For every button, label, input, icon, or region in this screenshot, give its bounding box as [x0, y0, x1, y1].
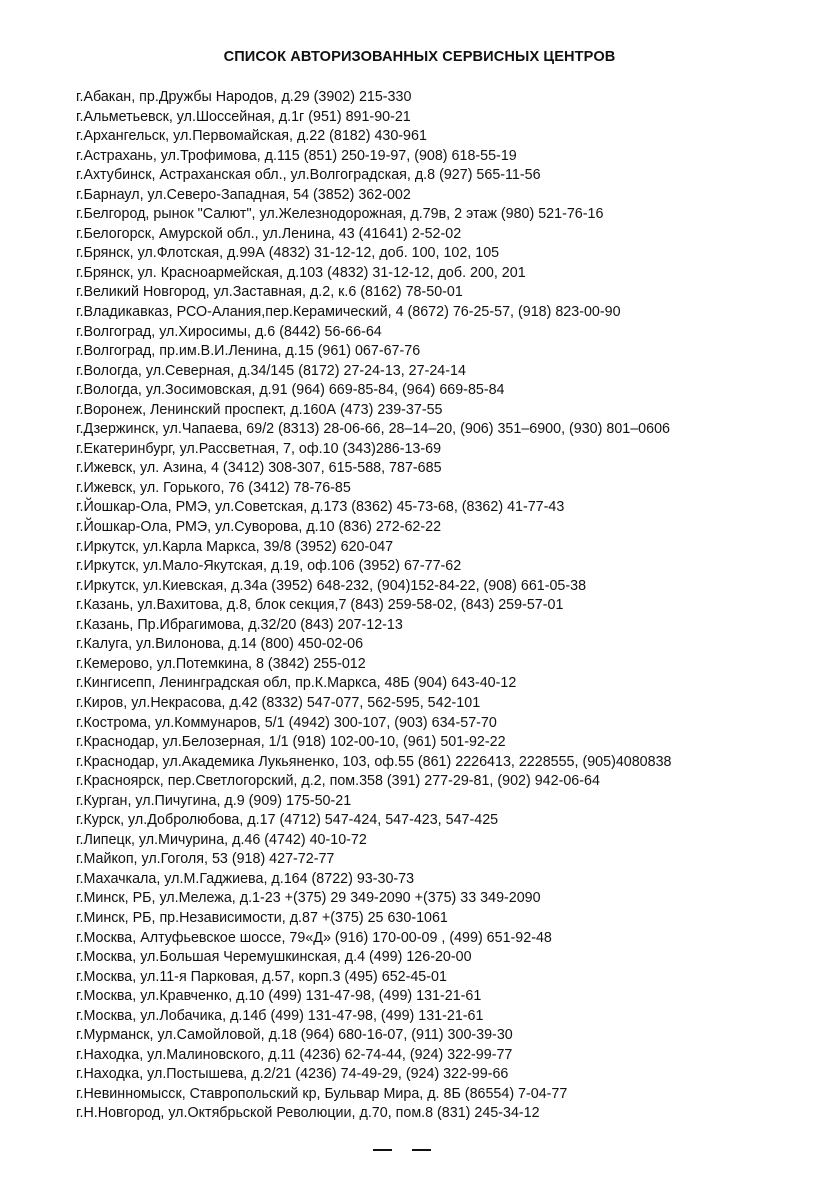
service-center-entry: г.Вологда, ул.Северная, д.34/145 (8172) 27-24-13, 27-24-14	[76, 362, 466, 379]
service-center-entry: г.Иркутск, ул.Мало-Якутская, д.19, оф.106 (3952) 67-77-62	[76, 558, 462, 575]
service-center-entry: г.Йошкар-Ола, РМЭ, ул.Советская, д.173 (8362) 45-73-68, (8362) 41-77-43	[76, 499, 565, 516]
service-center-entry: г.Белгород, рынок "Салют", ул.Железнодорожная, д.79в, 2 этаж (980) 521-76-16	[76, 206, 604, 223]
service-center-entry: г.Москва, ул.11-я Парковая, д.57, корп.3 (495) 652-45-01	[76, 968, 447, 985]
service-center-entry: г.Волгоград, пр.им.В.И.Ленина, д.15 (961) 067-67-76	[76, 343, 421, 360]
service-center-entry: г.Кингисепп, Ленинградская обл, пр.К.Маркса, 48Б (904) 643-40-12	[76, 675, 517, 692]
service-center-entry: г.Киров, ул.Некрасова, д.42 (8332) 547-077, 562-595, 542-101	[76, 694, 481, 711]
service-center-entry: г.Великий Новгород, ул.Заставная, д.2, к.6 (8162) 78-50-01	[76, 284, 463, 301]
service-center-entry: г.Краснодар, ул.Академика Лукьяненко, 103, оф.55 (861) 2226413, 2228555, (905)4080838	[76, 753, 672, 770]
service-center-entry: г.Барнаул, ул.Северо-Западная, 54 (3852) 362-002	[76, 186, 411, 203]
service-center-entry: г.Астрахань, ул.Трофимова, д.115 (851) 250-19-97, (908) 618-55-19	[76, 147, 517, 164]
service-center-entry: г.Москва, ул.Лобачика, д.14б (499) 131-47-98, (499) 131-21-61	[76, 1007, 484, 1024]
service-center-entry: г.Красноярск, пер.Светлогорский, д.2, пом.358 (391) 277-29-81, (902) 942-06-64	[76, 773, 600, 790]
footer-dash	[412, 1149, 431, 1151]
service-center-entry: г.Невинномысск, Ставропольский кр, Бульвар Мира, д. 8Б (86554) 7-04-77	[76, 1085, 568, 1102]
service-center-entry: г.Майкоп, ул.Гоголя, 53 (918) 427-72-77	[76, 851, 335, 868]
service-center-entry: г.Брянск, ул.Флотская, д.99А (4832) 31-12-12, доб. 100, 102, 105	[76, 245, 500, 262]
service-center-entry: г.Калуга, ул.Вилонова, д.14 (800) 450-02-06	[76, 636, 364, 653]
service-center-entry: г.Владикавказ, РСО-Алания,пер.Керамический, 4 (8672) 76-25-57, (918) 823-00-90	[76, 304, 621, 321]
page-title: СПИСОК АВТОРИЗОВАННЫХ СЕРВИСНЫХ ЦЕНТРОВ	[223, 49, 616, 65]
service-center-entry: г.Иркутск, ул.Карла Маркса, 39/8 (3952) 620-047	[76, 538, 394, 555]
footer-dash	[373, 1149, 392, 1151]
service-center-entry: г.Архангельск, ул.Первомайская, д.22 (8182) 430-961	[76, 128, 427, 145]
service-center-entry: г.Краснодар, ул.Белозерная, 1/1 (918) 102-00-10, (961) 501-92-22	[76, 734, 506, 751]
service-center-entry: г.Кемерово, ул.Потемкина, 8 (3842) 255-012	[76, 655, 366, 672]
service-center-entry: г.Курган, ул.Пичугина, д.9 (909) 175-50-21	[76, 792, 352, 809]
service-center-entry: г.Брянск, ул. Красноармейская, д.103 (4832) 31-12-12, доб. 200, 201	[76, 264, 526, 281]
service-center-entry: г.Мурманск, ул.Самойловой, д.18 (964) 680-16-07, (911) 300-39-30	[76, 1027, 513, 1044]
service-center-entry: г.Курск, ул.Добролюбова, д.17 (4712) 547-424, 547-423, 547-425	[76, 812, 499, 829]
service-center-entry: г.Ижевск, ул. Горького, 76 (3412) 78-76-85	[76, 479, 351, 496]
service-center-entry: г.Альметьевск, ул.Шоссейная, д.1г (951) 891-90-21	[76, 108, 411, 125]
page-footer-marks	[373, 1149, 431, 1151]
service-center-entry: г.Волгоград, ул.Хиросимы, д.6 (8442) 56-66-64	[76, 323, 382, 340]
service-center-entry: г.Вологда, ул.Зосимовская, д.91 (964) 669-85-84, (964) 669-85-84	[76, 382, 505, 399]
service-center-entry: г.Москва, Алтуфьевское шоссе, 79«Д» (916) 170-00-09 , (499) 651-92-48	[76, 929, 552, 946]
service-center-entry: г.Екатеринбург, ул.Рассветная, 7, оф.10 (343)286-13-69	[76, 440, 442, 457]
service-center-entry: г.Абакан, пр.Дружбы Народов, д.29 (3902) 215-330	[76, 89, 412, 105]
service-center-list	[76, 88, 672, 1124]
service-center-entry: г.Иркутск, ул.Киевская, д.34а (3952) 648-232, (904)152-84-22, (908) 661-05-38	[76, 577, 587, 594]
service-center-entry: г.Находка, ул.Постышева, д.2/21 (4236) 74-49-29, (924) 322-99-66	[76, 1066, 509, 1083]
service-center-entry: г.Находка, ул.Малиновского, д.11 (4236) 62-74-44, (924) 322-99-77	[76, 1046, 513, 1063]
service-center-entry: г.Ижевск, ул. Азина, 4 (3412) 308-307, 615-588, 787-685	[76, 460, 442, 477]
service-center-entry: г.Ахтубинск, Астраханская обл., ул.Волгоградская, д.8 (927) 565-11-56	[76, 167, 541, 184]
service-center-entry: г.Белогорск, Амурской обл., ул.Ленина, 43 (41641) 2-52-02	[76, 225, 462, 242]
service-center-entry: г.Минск, РБ, пр.Независимости, д.87 +(375) 25 630-1061	[76, 909, 448, 926]
service-center-entry: г.Москва, ул.Большая Черемушкинская, д.4 (499) 126-20-00	[76, 949, 472, 966]
service-center-entry: г.Казань, ул.Вахитова, д.8, блок секция,7 (843) 259-58-02, (843) 259-57-01	[76, 597, 564, 614]
service-center-entry: г.Минск, РБ, ул.Мележа, д.1-23 +(375) 29 349-2090 +(375) 33 349-2090	[76, 890, 541, 907]
service-center-entry: г.Махачкала, ул.М.Гаджиева, д.164 (8722) 93-30-73	[76, 870, 415, 887]
service-center-entry: г.Воронеж, Ленинский проспект, д.160А (473) 239-37-55	[76, 401, 443, 418]
service-center-entry: г.Кострома, ул.Коммунаров, 5/1 (4942) 300-107, (903) 634-57-70	[76, 714, 497, 731]
service-center-entry: г.Москва, ул.Кравченко, д.10 (499) 131-47-98, (499) 131-21-61	[76, 988, 482, 1005]
service-center-entry: г.Дзержинск, ул.Чапаева, 69/2 (8313) 28-06-66, 28–14–20, (906) 351–6900, (930) 801–0606	[76, 421, 670, 438]
service-center-entry: г.Липецк, ул.Мичурина, д.46 (4742) 40-10-72	[76, 831, 367, 848]
service-center-entry: г.Н.Новгород, ул.Октябрьской Революции, д.70, пом.8 (831) 245-34-12	[76, 1105, 540, 1122]
service-center-entry: г.Йошкар-Ола, РМЭ, ул.Суворова, д.10 (836) 272-62-22	[76, 519, 442, 536]
service-center-entry: г.Казань, Пр.Ибрагимова, д.32/20 (843) 207-12-13	[76, 616, 403, 633]
